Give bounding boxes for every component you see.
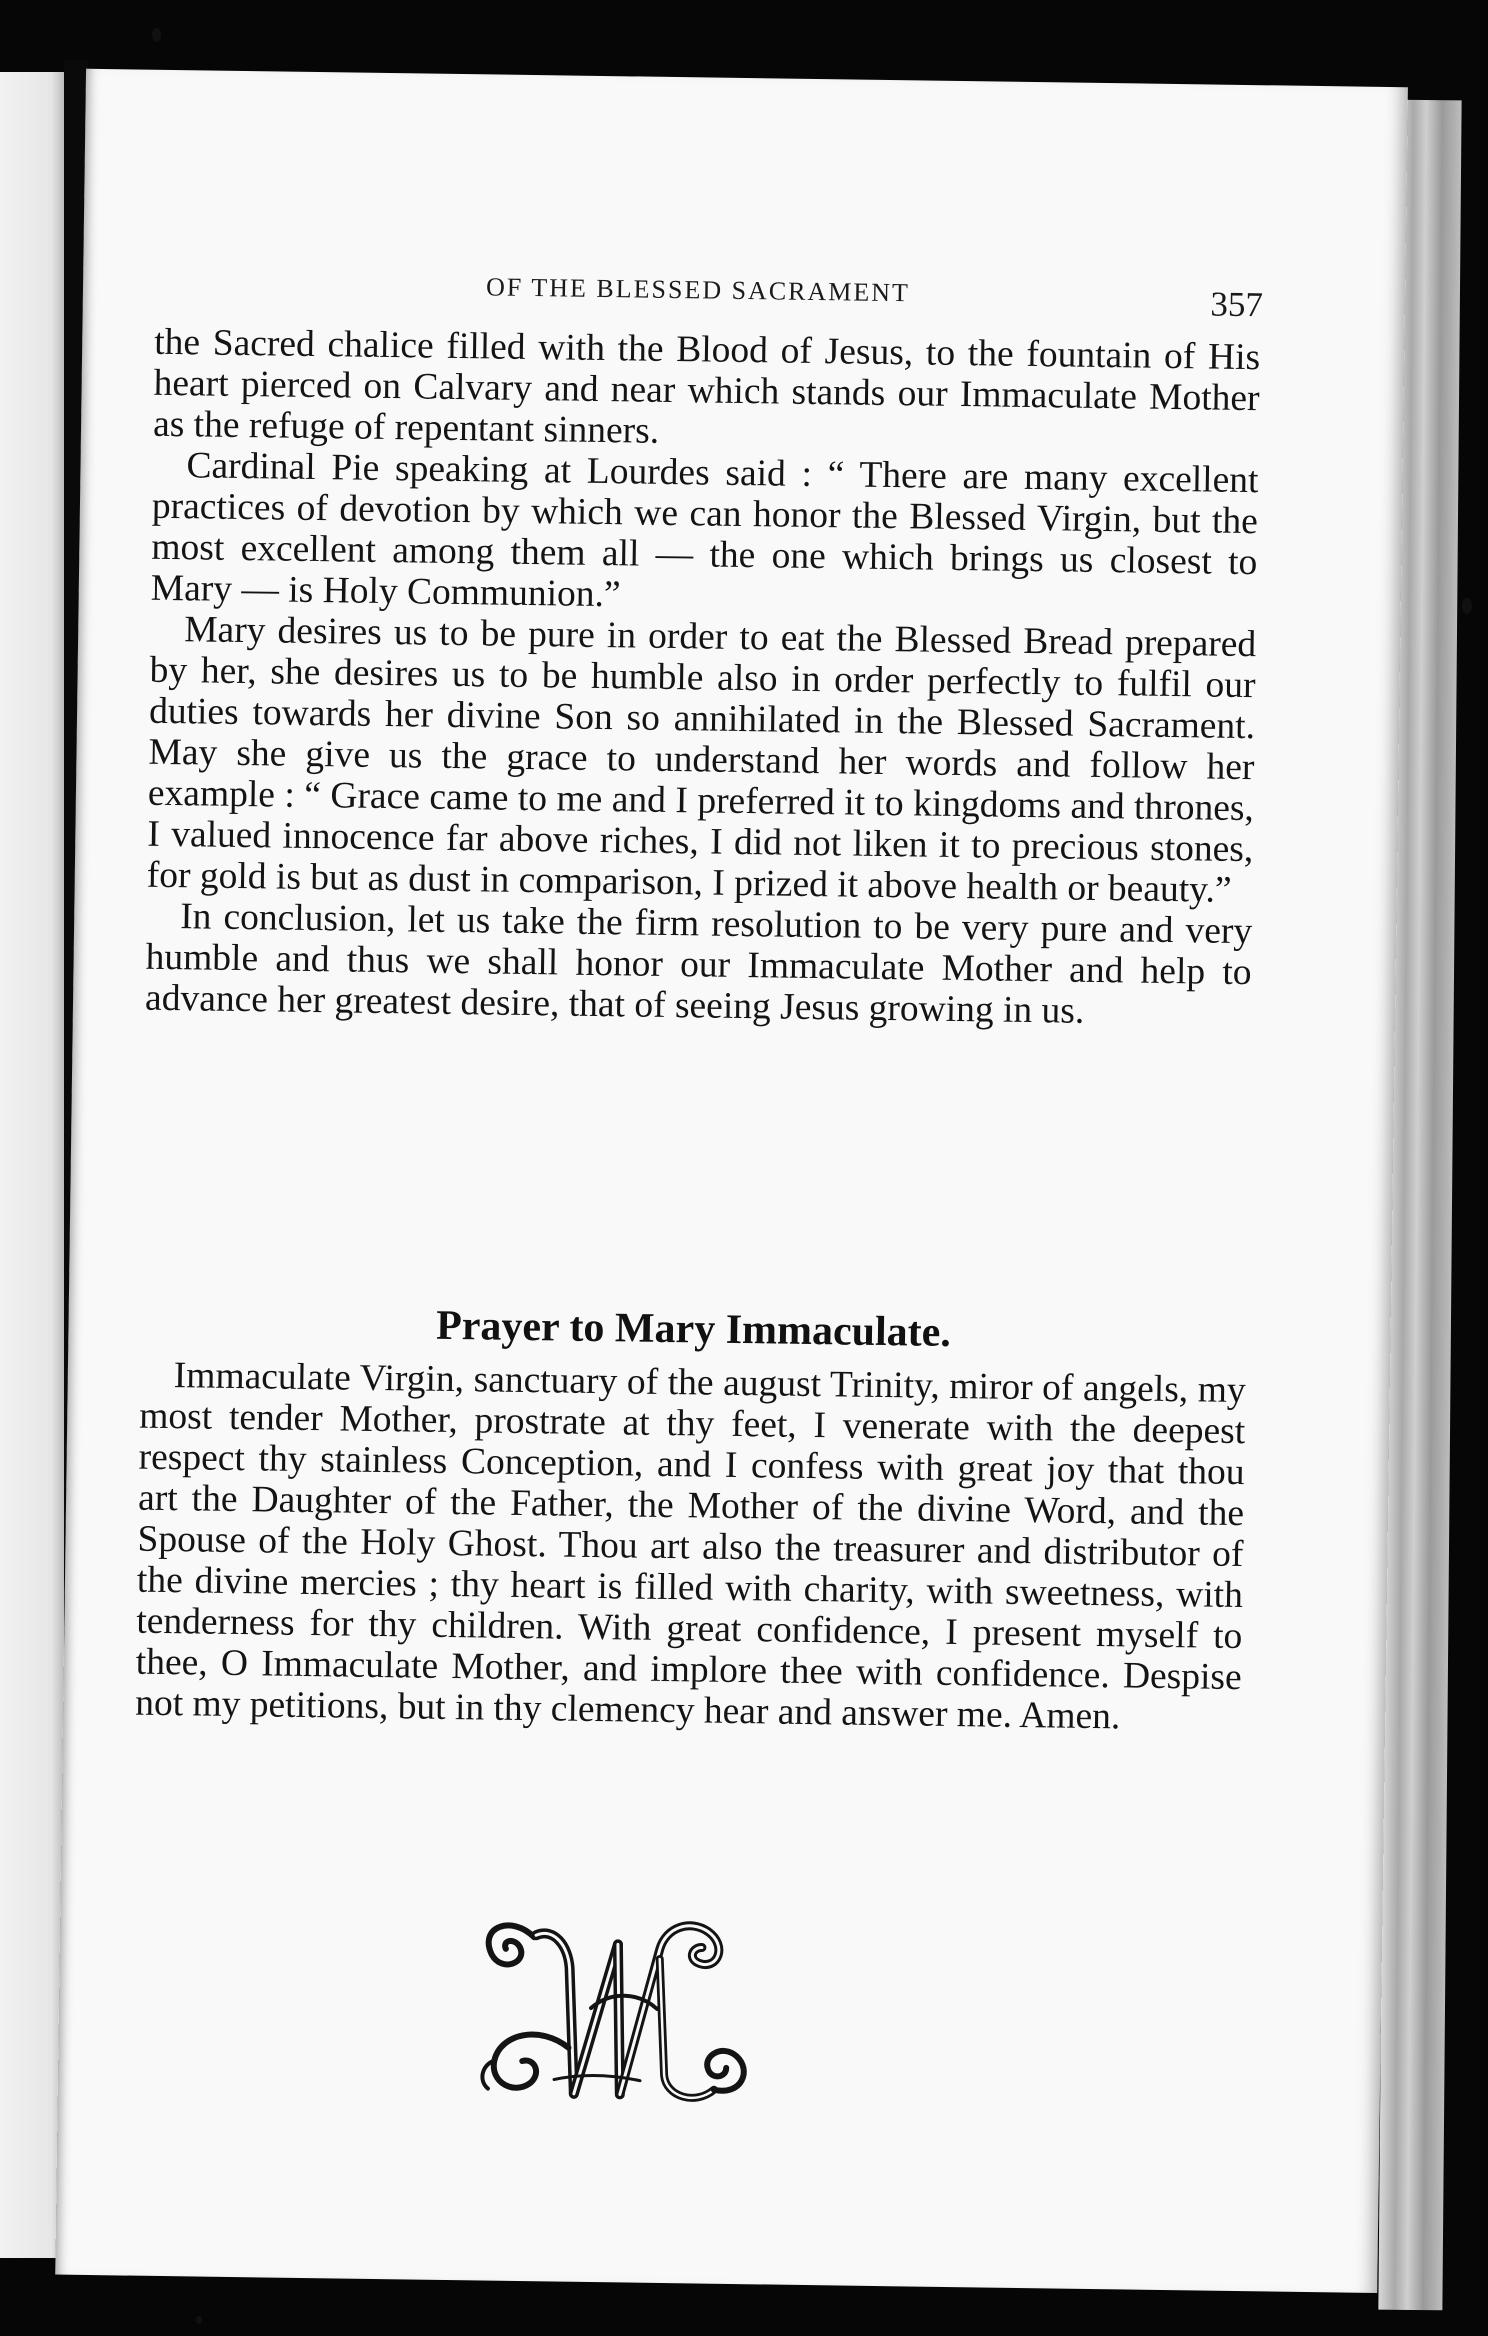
prayer-text-block <box>135 1355 1246 1739</box>
paragraph-cardinal-pie: Cardinal Pie speaking at Lourdes said : “ There are many excellent practices of devotion by which we can honor the Blessed Virgin, but the most excellent among them all — the one which brings us closest to Mary — is Holy Communion.” <box>150 445 1259 616</box>
marian-monogram-icon <box>470 1896 763 2110</box>
facing-page-edge <box>0 72 64 2258</box>
page-number: 357 <box>1210 284 1264 325</box>
prayer-text: Immaculate Virgin, sanctuary of the august Trinity, miror of angels, my most tender Mother, prostrate at thy feet, I venerate with the deepest respect thy stainless Conception, and I confess with great joy that thou art the Daughter of the Father, the Mother of the divine Word, and the Spouse of the Holy Ghost. Thou art also the treasurer and distributor of the divine mercies ; thy heart is filled with charity, with sweetness, with tenderness for thy children. With great confidence, I present myself to thee, O Immaculate Mother, and implore thee with confidence. Despise not my petitions, but in thy clemency hear and answer me. Amen. <box>134 1355 1247 1738</box>
scan-artifact <box>152 28 161 42</box>
scan-artifact <box>1462 598 1472 614</box>
paragraph-continued: the Sacred chalice filled with the Blood of Jesus, to the fountain of His heart pierced on Calvary and near which stands our Immaculate Mother as the refuge of repentant sinners. <box>152 321 1261 452</box>
prayer-heading: Prayer to Mary Immaculate. <box>435 1302 952 1356</box>
scan-artifact <box>196 2316 202 2324</box>
running-head: OF THE BLESSED SACRAMENT <box>485 272 911 308</box>
body-text <box>145 322 1261 1034</box>
paragraph-mary-desires: Mary desires us to be pure in order to eat the Blessed Bread prepared by her, she desires us to be humble also in order perfectly to fulfil our duties towards her divine Son so annihilated in the Blessed Sacrament. May she give us the grace to understand her words and follow her example : “ Grace came to me and I preferred it to kingdoms and thrones, I valued innocence far above riches, I did not liken it to precious stones, for gold is but as dust in comparison, I prized it above health or beauty.” <box>146 609 1257 911</box>
paragraph-conclusion: In conclusion, let us take the firm resolution to be very pure and very humble and thus we shall honor our Immaculate Mother and help to advance her greatest desire, that of seeing Jesus growing in us. <box>144 896 1253 1032</box>
book-page <box>55 69 1408 2293</box>
